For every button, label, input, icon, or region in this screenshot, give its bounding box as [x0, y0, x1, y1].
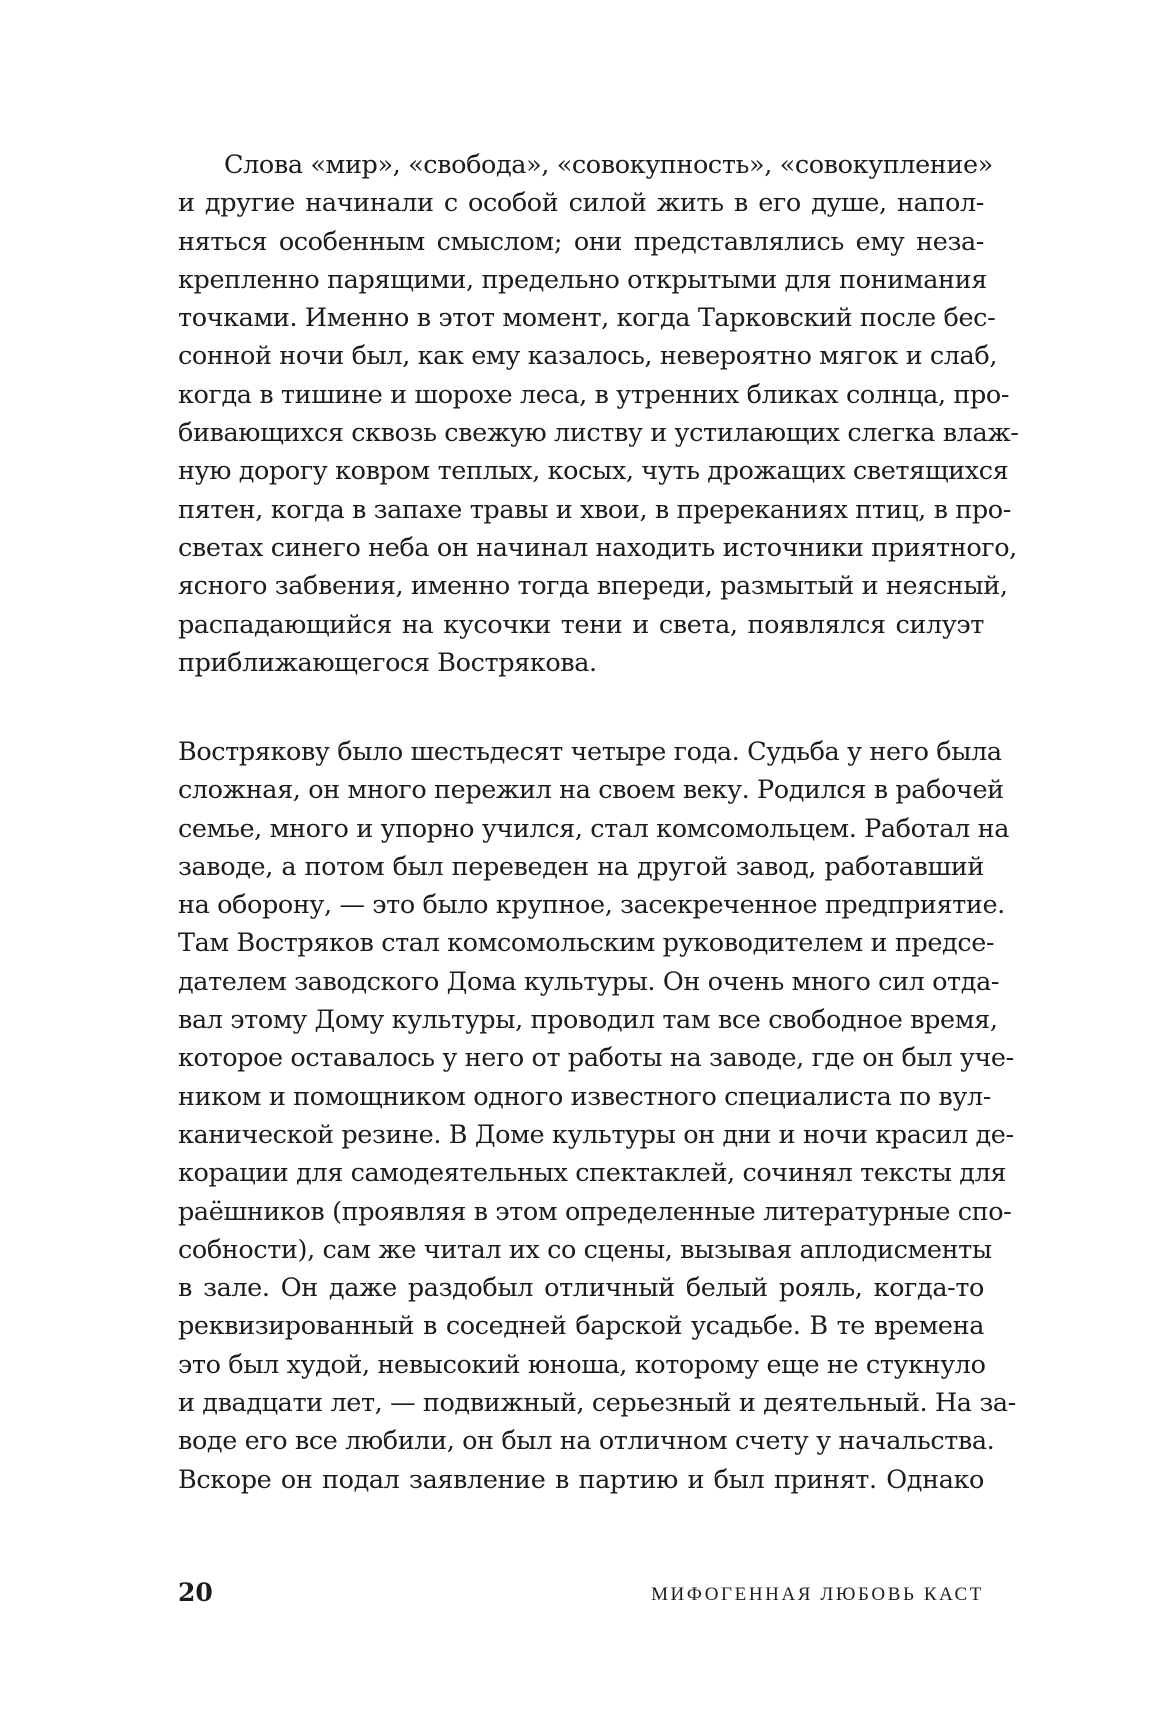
text-line: Слова «мир», «свобода», «совокупность», «совокупление» [224, 150, 993, 180]
text-line: ную дорогу ковром теплых, косых, чуть дрожащих светящихся [178, 456, 1009, 487]
text-line: воде его все любили, он был на отличном счету у начальства. [178, 1426, 995, 1457]
text-line: реквизированный в соседней барской усадьбе. В те времена [178, 1311, 984, 1342]
text-line: приближающегося Вострякова. [178, 647, 597, 678]
text-line: собности), сам же читал их со сцены, вызывая аплодисменты [178, 1234, 992, 1265]
paragraph-1 [178, 146, 1019, 682]
text-line: и двадцати лет, — подвижный, серьезный и деятельный. На за- [178, 1388, 1016, 1419]
text-line: и другие начинали с особой силой жить в его душе, напол- [178, 188, 984, 219]
text-line: раёшников (проявляя в этом определенные литературные спо- [178, 1196, 1012, 1227]
text-line: канической резине. В Доме культуры он дни и ночи красил де- [178, 1119, 1014, 1150]
page-footer [178, 1573, 984, 1613]
text-line: в зале. Он даже раздобыл отличный белый рояль, когда-то [178, 1273, 984, 1304]
text-line: семье, много и упорно учился, стал комсомольцем. Работал на [178, 813, 1009, 844]
text-line: пятен, когда в запахе травы и хвои, в пререканиях птиц, в про- [178, 494, 1011, 525]
text-line: Вскоре он подал заявление в партию и был принят. Однако [178, 1464, 984, 1495]
text-line: на оборону, — это было крупное, засекреченное предприятие. [178, 890, 1005, 921]
text-line: распадающийся на кусочки тени и света, появлялся силуэт [178, 609, 984, 640]
text-line: вал этому Дому культуры, проводил там все свободное время, [178, 1005, 998, 1036]
page-number: 20 [178, 1578, 213, 1607]
text-line: это был худой, невысокий юноша, которому еще не стукнуло [178, 1349, 986, 1380]
text-line: дателем заводского Дома культуры. Он очень много сил отда- [178, 966, 1000, 997]
text-line: крепленно парящими, предельно открытыми для понимания [178, 264, 987, 295]
text-line: Там Востряков стал комсомольским руководителем и предсе- [178, 928, 995, 959]
text-line: которое оставалось у него от работы на заводе, где он был уче- [178, 1043, 1014, 1074]
text-line: сложная, он много пережил на своем веку. Родился в рабочей [178, 775, 1004, 806]
text-line: корации для самодеятельных спектаклей, сочинял тексты для [178, 1158, 1007, 1189]
text-line: светах синего неба он начинал находить источники приятного, [178, 532, 1017, 563]
running-title: МИФОГЕННАЯ ЛЮБОВЬ КАСТ [651, 1584, 984, 1605]
text-line: заводе, а потом был переведен на другой завод, работавший [178, 851, 984, 882]
text-line: когда в тишине и шорохе леса, в утренних бликах солнца, про- [178, 379, 1010, 410]
text-line: сонной ночи был, как ему казалось, невероятно мягок и слаб, [178, 341, 998, 372]
text-line: Вострякову было шестьдесят четыре года. Судьба у него была [178, 737, 1002, 767]
text-line: ясного забвения, именно тогда впереди, размытый и неясный, [178, 571, 1008, 602]
text-line: ником и помощником одного известного специалиста по вул- [178, 1081, 991, 1112]
text-line: бивающихся сквозь свежую листву и устилающих слегка влаж- [178, 418, 1019, 449]
text-line: точками. Именно в этот момент, когда Тарковский после бес- [178, 303, 996, 334]
paragraph-2 [178, 733, 1016, 1499]
text-line: няться особенным смыслом; они представлялись ему неза- [178, 226, 984, 257]
